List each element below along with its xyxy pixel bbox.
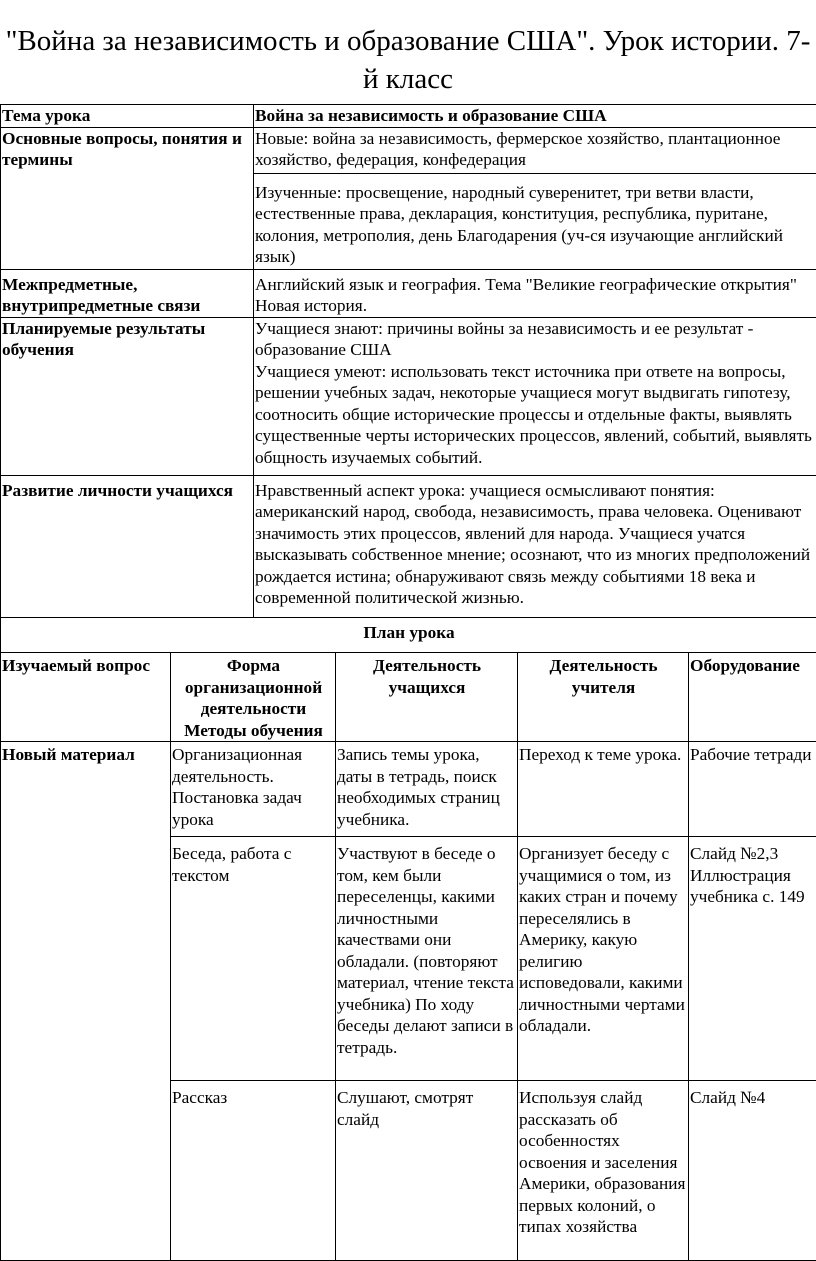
topic-label: Тема урока	[1, 105, 254, 128]
row3-equipment: Слайд №4	[689, 1081, 816, 1261]
lesson-plan-table	[0, 617, 816, 1261]
concepts-new: Новые: война за независимость, фермерское хозяйство, плантационное хозяйство, федерация, конфедерация	[254, 127, 816, 173]
lesson-info-table	[0, 104, 816, 618]
header-equipment: Оборудование	[689, 653, 816, 742]
row1-teacher: Переход к теме урока.	[518, 742, 689, 837]
row1-students: Запись темы урока, даты в тетрадь, поиск необходимых страниц учебника.	[336, 742, 518, 837]
personal-value: Нравственный аспект урока: учащиеся осмысливают понятия: американский народ, свобода, независимость, права человека. Оценивают значимость этих процессов, явлений для народа. Учащиеся учатся высказывать собственное мнение; осознают, что из многих предположений рождается истина; обнаруживают связь между событиями 18 века и современной политической жизнью.	[254, 475, 816, 617]
row3-students: Слушают, смотрят слайд	[336, 1081, 518, 1261]
personal-label: Развитие личности учащихся	[1, 475, 254, 617]
personal-row	[1, 475, 816, 617]
page-title: "Война за независимость и образование США". Урок истории. 7-й класс	[0, 22, 816, 98]
row2-teacher: Организует беседу с учащимися о том, из каких стран и почему переселялись в Америку, какую религию исповедовали, какими личностными чертами обладали.	[518, 837, 689, 1081]
results-can: Учащиеся умеют: использовать текст источника при ответе на вопросы, решении учебных задач, некоторые учащиеся могут выдвигать гипотезу, соотносить общие исторические процессы и отдельные факты, выявлять существенные черты исторических процессов, явлений, событий, выявлять общность изучаемых событий.	[255, 361, 816, 469]
table-row	[1, 742, 816, 837]
links-row	[1, 269, 816, 317]
row3-form: Рассказ	[171, 1081, 336, 1261]
row2-students: Участвуют в беседе о том, кем были переселенцы, какими личностными качествами они обладали. (повторяют материал, чтение текста учебника) По ходу беседы делают записи в тетрадь.	[336, 837, 518, 1081]
plan-title-row	[1, 618, 816, 653]
concepts-studied: Изученные: просвещение, народный суверенитет, три ветви власти, естественные права, декларация, конституция, республика, пуритане, колония, метрополия, день Благодарения (уч-ся изучающие английский язык)	[254, 173, 816, 269]
results-label: Планируемые результаты обучения	[1, 317, 254, 475]
topic-value: Война за независимость и образование США	[254, 105, 816, 128]
row2-form: Беседа, работа с текстом	[171, 837, 336, 1081]
plan-title: План урока	[1, 618, 816, 653]
header-form: Форма организационной деятельности Методы обучения	[171, 653, 336, 742]
concepts-row	[1, 127, 816, 173]
row1-equipment: Рабочие тетради	[689, 742, 816, 837]
links-value: Английский язык и география. Тема "Великие географические открытия" Новая история.	[254, 269, 816, 317]
header-question: Изучаемый вопрос	[1, 653, 171, 742]
row1-form: Организационная деятельность. Постановка задач урока	[171, 742, 336, 837]
results-row	[1, 317, 816, 475]
header-teacher: Деятельность учителя	[518, 653, 689, 742]
results-cell	[254, 317, 816, 475]
concepts-label: Основные вопросы, понятия и термины	[1, 127, 254, 269]
section-new-material: Новый материал	[1, 742, 171, 1261]
row2-equipment: Слайд №2,3 Иллюстрация учебника с. 149	[689, 837, 816, 1081]
links-label: Межпредметные, внутрипредметные связи	[1, 269, 254, 317]
topic-row	[1, 105, 816, 128]
row3-teacher: Используя слайд рассказать об особенностях освоения и заселения Америки, образования первых колоний, о типах хозяйства	[518, 1081, 689, 1261]
results-know: Учащиеся знают: причины войны за независимость и ее результат - образование США	[255, 318, 816, 361]
header-students: Деятельность учащихся	[336, 653, 518, 742]
plan-header-row	[1, 653, 816, 742]
